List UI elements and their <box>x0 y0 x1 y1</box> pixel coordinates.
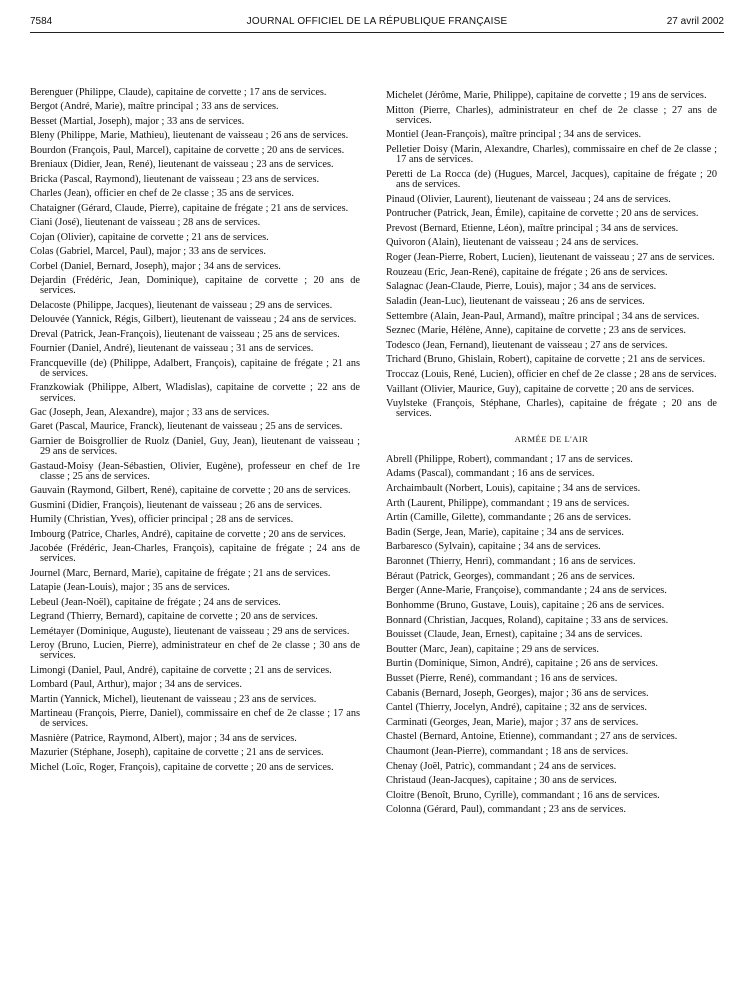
list-entry: Abrell (Philippe, Robert), commandant ; 17 ans de services. <box>386 453 633 465</box>
list-entry: Trichard (Bruno, Ghislain, Robert), capitaine de corvette ; 21 ans de services. <box>386 354 706 366</box>
list-entry: Vuylsteke (François, Stéphane, Charles), capitaine de frégate ; 20 ans de services. <box>386 398 717 420</box>
list-entry: Bonhomme (Bruno, Gustave, Louis), capitaine ; 26 ans de services. <box>386 599 665 611</box>
list-entry: Chastel (Bernard, Antoine, Etienne), commandant ; 27 ans de services. <box>386 731 678 743</box>
list-entry: Saladin (Jean-Luc), lieutenant de vaisseau ; 26 ans de services. <box>386 295 645 307</box>
page-header <box>30 10 724 33</box>
list-entry: Delouvée (Yannick, Régis, Gilbert), lieutenant de vaisseau ; 24 ans de services. <box>30 314 357 326</box>
list-entry: Cantel (Thierry, Jocelyn, André), capitaine ; 32 ans de services. <box>386 702 647 714</box>
list-entry: Seznec (Marie, Hélène, Anne), capitaine de corvette ; 23 ans de services. <box>386 325 686 337</box>
list-entry: Bleny (Philippe, Marie, Mathieu), lieutenant de vaisseau ; 26 ans de services. <box>30 130 349 142</box>
list-entry: Bergot (André, Marie), maître principal ; 33 ans de services. <box>30 101 279 113</box>
issue-date: 27 avril 2002 <box>666 16 724 27</box>
list-entry: Pontrucher (Patrick, Jean, Émile), capitaine de corvette ; 20 ans de services. <box>386 208 699 220</box>
list-entry: Dreval (Patrick, Jean-François), lieutenant de vaisseau ; 25 ans de services. <box>30 328 340 340</box>
list-entry: Berenguer (Philippe, Claude), capitaine de corvette ; 17 ans de services. <box>30 87 327 98</box>
list-entry: Mazurier (Stéphane, Joseph), capitaine de corvette ; 21 ans de services. <box>30 747 324 759</box>
list-entry: Badin (Serge, Jean, Marie), capitaine ; 34 ans de services. <box>386 526 624 538</box>
section-title: ARMÉE DE L'AIR <box>514 433 589 444</box>
list-entry: Carminati (Georges, Jean, Marie), major ; 37 ans de services. <box>386 716 639 728</box>
list-entry: Berger (Anne-Marie, Françoise), commandante ; 24 ans de services. <box>386 585 667 597</box>
list-entry: Rouzeau (Eric, Jean-René), capitaine de frégate ; 26 ans de services. <box>386 266 668 278</box>
list-entry: Roger (Jean-Pierre, Robert, Lucien), lieutenant de vaisseau ; 27 ans de services. <box>386 252 715 264</box>
list-entry: Martineau (François, Pierre, Daniel), commissaire en chef de 2e classe ; 17 ans de services. <box>30 708 360 730</box>
list-entry: Lemétayer (Dominique, Auguste), lieutenant de vaisseau ; 29 ans de services. <box>30 625 350 637</box>
list-entry: Garet (Pascal, Maurice, Franck), lieutenant de vaisseau ; 25 ans de services. <box>30 421 343 433</box>
list-entry: Charles (Jean), officier en chef de 2e classe ; 35 ans de services. <box>30 188 294 200</box>
list-entry: Garnier de Boisgrollier de Ruolz (Daniel, Guy, Jean), lieutenant de vaisseau ; 29 ans de services. <box>30 435 360 458</box>
list-entry: Busset (Pierre, René), commandant ; 16 ans de services. <box>386 672 618 684</box>
list-entry: Colas (Gabriel, Marcel, Paul), major ; 33 ans de services. <box>30 246 266 258</box>
list-entry: Boutter (Marc, Jean), capitaine ; 29 ans de services. <box>386 643 600 655</box>
list-entry: Mitton (Pierre, Charles), administrateur en chef de 2e classe ; 27 ans de services. <box>386 104 717 126</box>
list-entry: Colonna (Gérard, Paul), commandant ; 23 ans de services. <box>386 804 626 816</box>
list-entry: Corbel (Daniel, Bernard, Joseph), major ; 34 ans de services. <box>30 260 281 272</box>
list-entry: Quivoron (Alain), lieutenant de vaisseau ; 24 ans de services. <box>386 237 639 249</box>
list-entry: Limongi (Daniel, Paul, André), capitaine de corvette ; 21 ans de services. <box>30 664 332 676</box>
list-entry: Journel (Marc, Bernard, Marie), capitaine de frégate ; 21 ans de services. <box>30 567 331 579</box>
list-entry: Arth (Laurent, Philippe), commandant ; 19 ans de services. <box>386 497 630 509</box>
list-entry: Archaimbault (Norbert, Louis), capitaine ; 34 ans de services. <box>386 483 641 495</box>
list-entry: Masnière (Patrice, Raymond, Albert), major ; 34 ans de services. <box>30 732 297 744</box>
right-column <box>386 91 717 820</box>
list-entry: Artin (Camille, Gilette), commandante ; 26 ans de services. <box>386 512 632 524</box>
list-entry: Breniaux (Didier, Jean, René), lieutenant de vaisseau ; 23 ans de services. <box>30 159 334 171</box>
right-column-top-list <box>386 91 717 420</box>
list-entry: Jacobée (Frédéric, Jean-Charles, François), capitaine de frégate ; 24 ans de services. <box>30 543 360 565</box>
list-entry: Bouisset (Claude, Jean, Ernest), capitaine ; 34 ans de services. <box>386 629 643 641</box>
list-entry: Peretti de La Rocca (de) (Hugues, Marcel, Jacques), capitaine de frégate ; 20 ans de services. <box>386 168 717 191</box>
list-entry: Pelletier Doisy (Marin, Alexandre, Charles), commissaire en chef de 2e classe ; 17 ans de services. <box>386 144 717 166</box>
list-entry: Burtin (Dominique, Simon, André), capitaine ; 26 ans de services. <box>386 658 658 670</box>
list-entry: Gastaud-Moisy (Jean-Sébastien, Olivier, Eugène), professeur en chef de 1re classe ; 25 ans de services. <box>30 460 360 482</box>
list-entry: Gac (Joseph, Jean, Alexandre), major ; 33 ans de services. <box>30 406 270 418</box>
list-entry: Gusmini (Didier, François), lieutenant de vaisseau ; 26 ans de services. <box>30 499 323 511</box>
journal-title: JOURNAL OFFICIEL DE LA RÉPUBLIQUE FRANÇAISE <box>246 16 508 27</box>
list-entry: Chataigner (Gérard, Claude, Pierre), capitaine de frégate ; 21 ans de services. <box>30 202 349 214</box>
list-entry: Troccaz (Louis, René, Lucien), officier en chef de 2e classe ; 28 ans de services. <box>386 368 717 380</box>
left-column <box>30 88 360 777</box>
list-entry: Dejardin (Frédéric, Jean, Dominique), capitaine de corvette ; 20 ans de services. <box>30 275 360 297</box>
list-entry: Pinaud (Olivier, Laurent), lieutenant de vaisseau ; 24 ans de services. <box>386 193 671 205</box>
list-entry: Fournier (Daniel, André), lieutenant de vaisseau ; 31 ans de services. <box>30 343 314 355</box>
list-entry: Cojan (Olivier), capitaine de corvette ; 21 ans de services. <box>30 231 269 243</box>
list-entry: Vaillant (Olivier, Maurice, Guy), capitaine de corvette ; 20 ans de services. <box>386 383 695 395</box>
list-entry: Bourdon (François, Paul, Marcel), capitaine de corvette ; 20 ans de services. <box>30 144 345 156</box>
list-entry: Besset (Martial, Joseph), major ; 33 ans de services. <box>30 115 245 127</box>
list-entry: Lombard (Paul, Arthur), major ; 34 ans de services. <box>30 679 242 691</box>
list-entry: Bricka (Pascal, Raymond), lieutenant de vaisseau ; 23 ans de services. <box>30 173 320 185</box>
list-entry: Delacoste (Philippe, Jacques), lieutenant de vaisseau ; 29 ans de services. <box>30 299 333 311</box>
list-entry: Christaud (Jean-Jacques), capitaine ; 30 ans de services. <box>386 775 617 787</box>
list-entry: Settembre (Alain, Jean-Paul, Armand), maître principal ; 34 ans de services. <box>386 310 700 322</box>
list-entry: Humily (Christian, Yves), officier principal ; 28 ans de services. <box>30 514 294 526</box>
list-entry: Prevost (Bernard, Etienne, Léon), maître principal ; 34 ans de services. <box>386 222 679 234</box>
right-column-bottom-list <box>386 455 717 816</box>
page-number: 7584 <box>30 16 53 27</box>
list-entry: Leroy (Bruno, Lucien, Pierre), administrateur en chef de 2e classe ; 30 ans de services. <box>30 640 360 662</box>
list-entry: Legrand (Thierry, Bernard), capitaine de corvette ; 20 ans de services. <box>30 611 318 623</box>
list-entry: Ciani (José), lieutenant de vaisseau ; 28 ans de services. <box>30 217 261 229</box>
list-entry: Bonnard (Christian, Jacques, Roland), capitaine ; 33 ans de services. <box>386 614 669 626</box>
list-entry: Michelet (Jérôme, Marie, Philippe), capitaine de corvette ; 19 ans de services. <box>386 90 707 101</box>
list-entry: Béraut (Patrick, Georges), commandant ; 26 ans de services. <box>386 570 635 582</box>
list-entry: Latapie (Jean-Louis), major ; 35 ans de services. <box>30 582 230 594</box>
list-entry: Michel (Loïc, Roger, François), capitaine de corvette ; 20 ans de services. <box>30 761 334 773</box>
list-entry: Baronnet (Thierry, Henri), commandant ; 16 ans de services. <box>386 556 636 568</box>
list-entry: Chaumont (Jean-Pierre), commandant ; 18 ans de services. <box>386 745 629 757</box>
list-entry: Gauvain (Raymond, Gilbert, René), capitaine de corvette ; 20 ans de services. <box>30 485 351 497</box>
list-entry: Imbourg (Patrice, Charles, André), capitaine de corvette ; 20 ans de services. <box>30 528 346 540</box>
list-entry: Martin (Yannick, Michel), lieutenant de vaisseau ; 23 ans de services. <box>30 693 317 705</box>
list-entry: Cabanis (Bernard, Joseph, Georges), major ; 36 ans de services. <box>386 687 649 699</box>
list-entry: Franzkowiak (Philippe, Albert, Wladislas), capitaine de corvette ; 22 ans de services. <box>30 382 360 404</box>
list-entry: Todesco (Jean, Fernand), lieutenant de vaisseau ; 27 ans de services. <box>386 339 668 351</box>
list-entry: Lebeul (Jean-Noël), capitaine de frégate ; 24 ans de services. <box>30 596 281 608</box>
list-entry: Salagnac (Jean-Claude, Pierre, Louis), major ; 34 ans de services. <box>386 281 657 293</box>
list-entry: Chenay (Joël, Patric), commandant ; 24 ans de services. <box>386 760 617 772</box>
list-entry: Montiel (Jean-François), maître principal ; 34 ans de services. <box>386 129 642 141</box>
list-entry: Cloitre (Benoît, Bruno, Cyrille), commandant ; 16 ans de services. <box>386 789 660 801</box>
list-entry: Adams (Pascal), commandant ; 16 ans de services. <box>386 468 595 480</box>
list-entry: Barbaresco (Sylvain), capitaine ; 34 ans de services. <box>386 541 601 553</box>
list-entry: Francqueville (de) (Philippe, Adalbert, François), capitaine de frégate ; 21 ans de services. <box>30 357 360 379</box>
